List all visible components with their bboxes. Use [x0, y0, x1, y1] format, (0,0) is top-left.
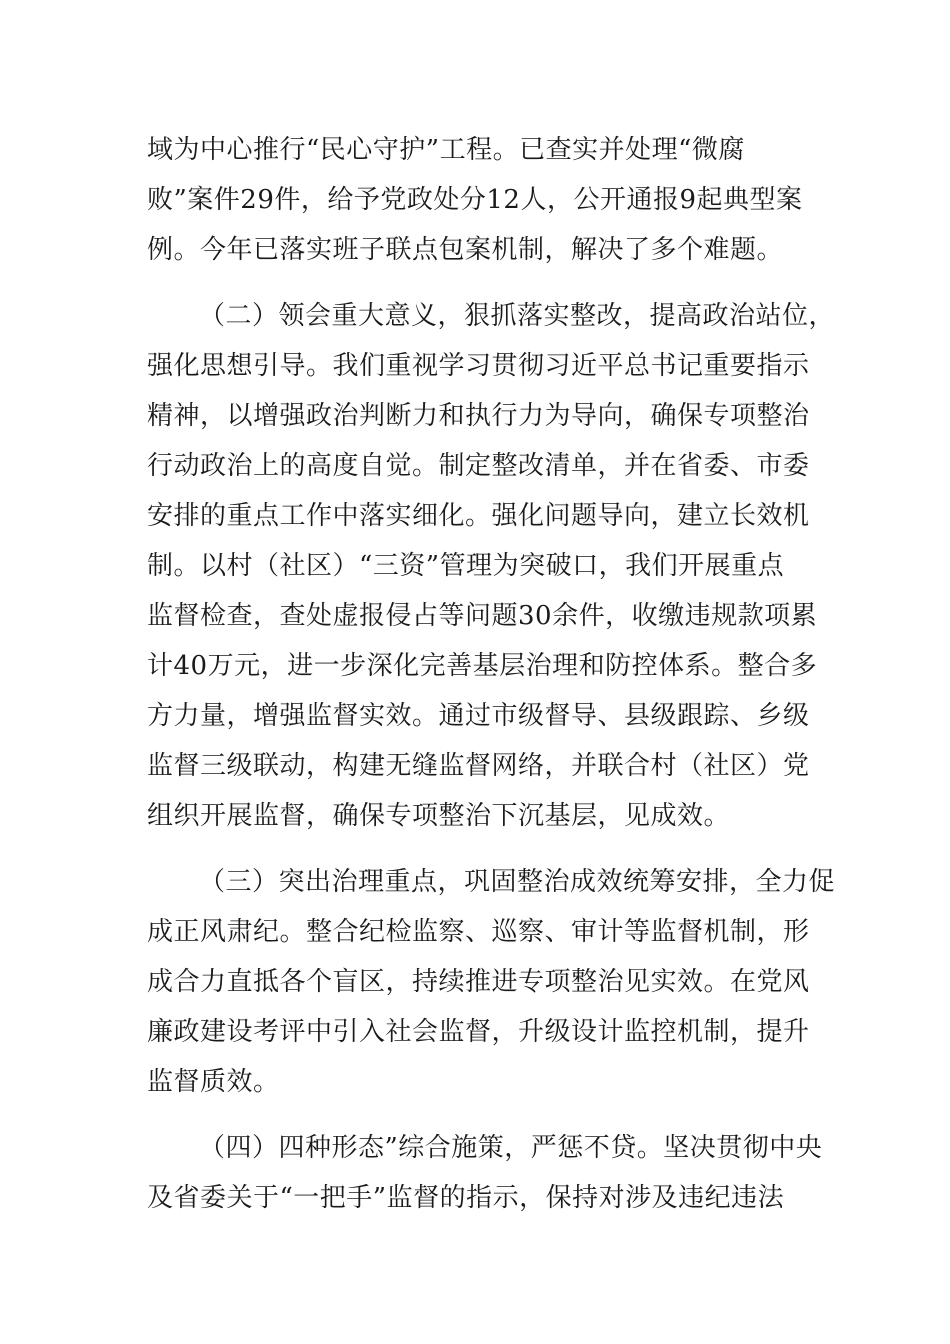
- paragraph-2-heading-line: （二）领会重大意义，狠抓落实整改，提高政治站位，: [199, 301, 836, 331]
- text-line: 安排的重点工作中落实细化。强化问题导向，建立长效机: [147, 501, 810, 531]
- text-line: 成正风肃纪。整合纪检监察、巡察、审计等监督机制，形: [147, 917, 810, 947]
- text-line: 精神，以增强政治判断力和执行力为导向，确保专项整治: [147, 401, 810, 431]
- paragraph-3-heading-line: （三）突出治理重点，巩固整治成效统筹安排，全力促: [199, 867, 836, 897]
- text-line: 组织开展监督，确保专项整治下沉基层，见成效。: [147, 801, 731, 831]
- text-line: 例。今年已落实班子联点包案机制，解决了多个难题。: [147, 235, 784, 265]
- text-line: 制。以村（社区）“三资”管理为突破口，我们开展重点: [147, 551, 785, 581]
- text-line: 域为中心推行“民心守护”工程。已查实并处理“微腐: [147, 135, 745, 165]
- text-line: 强化思想引导。我们重视学习贯彻习近平总书记重要指示: [147, 351, 810, 381]
- text-line: 监督检查，查处虚报侵占等问题30余件，收缴违规款项累: [147, 601, 818, 631]
- text-line: 计40万元，进一步深化完善基层治理和防控体系。整合多: [147, 651, 818, 681]
- text-line: 方力量，增强监督实效。通过市级督导、县级跟踪、乡级: [147, 701, 810, 731]
- text-line: 监督三级联动，构建无缝监督网络，并联合村（社区）党: [147, 751, 810, 781]
- paragraph-4-heading-line: （四）四种形态”综合施策，严惩不贷。坚决贯彻中央: [199, 1133, 823, 1163]
- text-line: 行动政治上的高度自觉。制定整改清单，并在省委、市委: [147, 451, 810, 481]
- text-line: 监督质效。: [147, 1067, 280, 1097]
- text-line: 及省委关于“一把手”监督的指示，保持对涉及违纪违法: [147, 1183, 785, 1213]
- text-line: 败”案件29件，给予党政处分12人，公开通报9起典型案: [147, 185, 803, 215]
- text-line: 廉政建设考评中引入社会监督，升级设计监控机制，提升: [147, 1017, 810, 1047]
- text-line: 成合力直抵各个盲区，持续推进专项整治见实效。在党风: [147, 967, 810, 997]
